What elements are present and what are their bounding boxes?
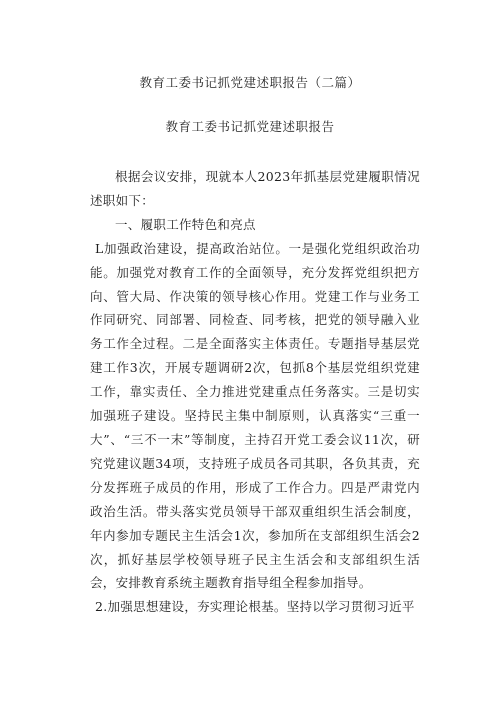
paragraph-intro: 根据会议安排，现就本人2023年抓基层党建履职情况述职如下：	[90, 169, 420, 208]
document-subtitle: 教育工委书记抓党建述职报告	[165, 119, 335, 134]
document-title: 教育工委书记抓党建述职报告（二篇）	[139, 75, 361, 90]
document-body	[90, 165, 420, 619]
paragraph-ideological-construction: 2.加强思想建设，夯实理论根基。坚持以学习贯彻习近平	[95, 599, 415, 615]
paragraph-political-construction: L加强政治建设，提高政治站位。一是强化党组织政治功能。加强党对教育工作的全面领导，充分发挥党组织把方向、管大局、作决策的领导核心作用。党建工作与业务工作同研究、同部署、同检查、同考核，把党的领导融入业务工作全过程。二是全面落实主体责任。专题指导基层党建工作3次，开展专题调研2次，包抓8个基层党组织党建工作，靠实责任、全力推进党建重点任务落实。三是切实加强班子建设。坚持民主集中制原则，认真落实“三重一大”、“三不一末”等制度，主持召开党工委会议11次，研究党建议题34项，支持班子成员各司其职，各负其责，充分发挥班子成员的作用，形成了工作合力。四是严肃党内政治生活。带头落实党员领导干部双重组织生活会制度，年内参加专题民主生活会1次，参加所在支部组织生活会2次，抓好基层学校领导班子民主生活会和支部组织生活会，安排教育系统主题教育指导组全程参加指导。	[90, 240, 420, 591]
section-heading-1: 一、履职工作特色和亮点	[115, 216, 256, 232]
